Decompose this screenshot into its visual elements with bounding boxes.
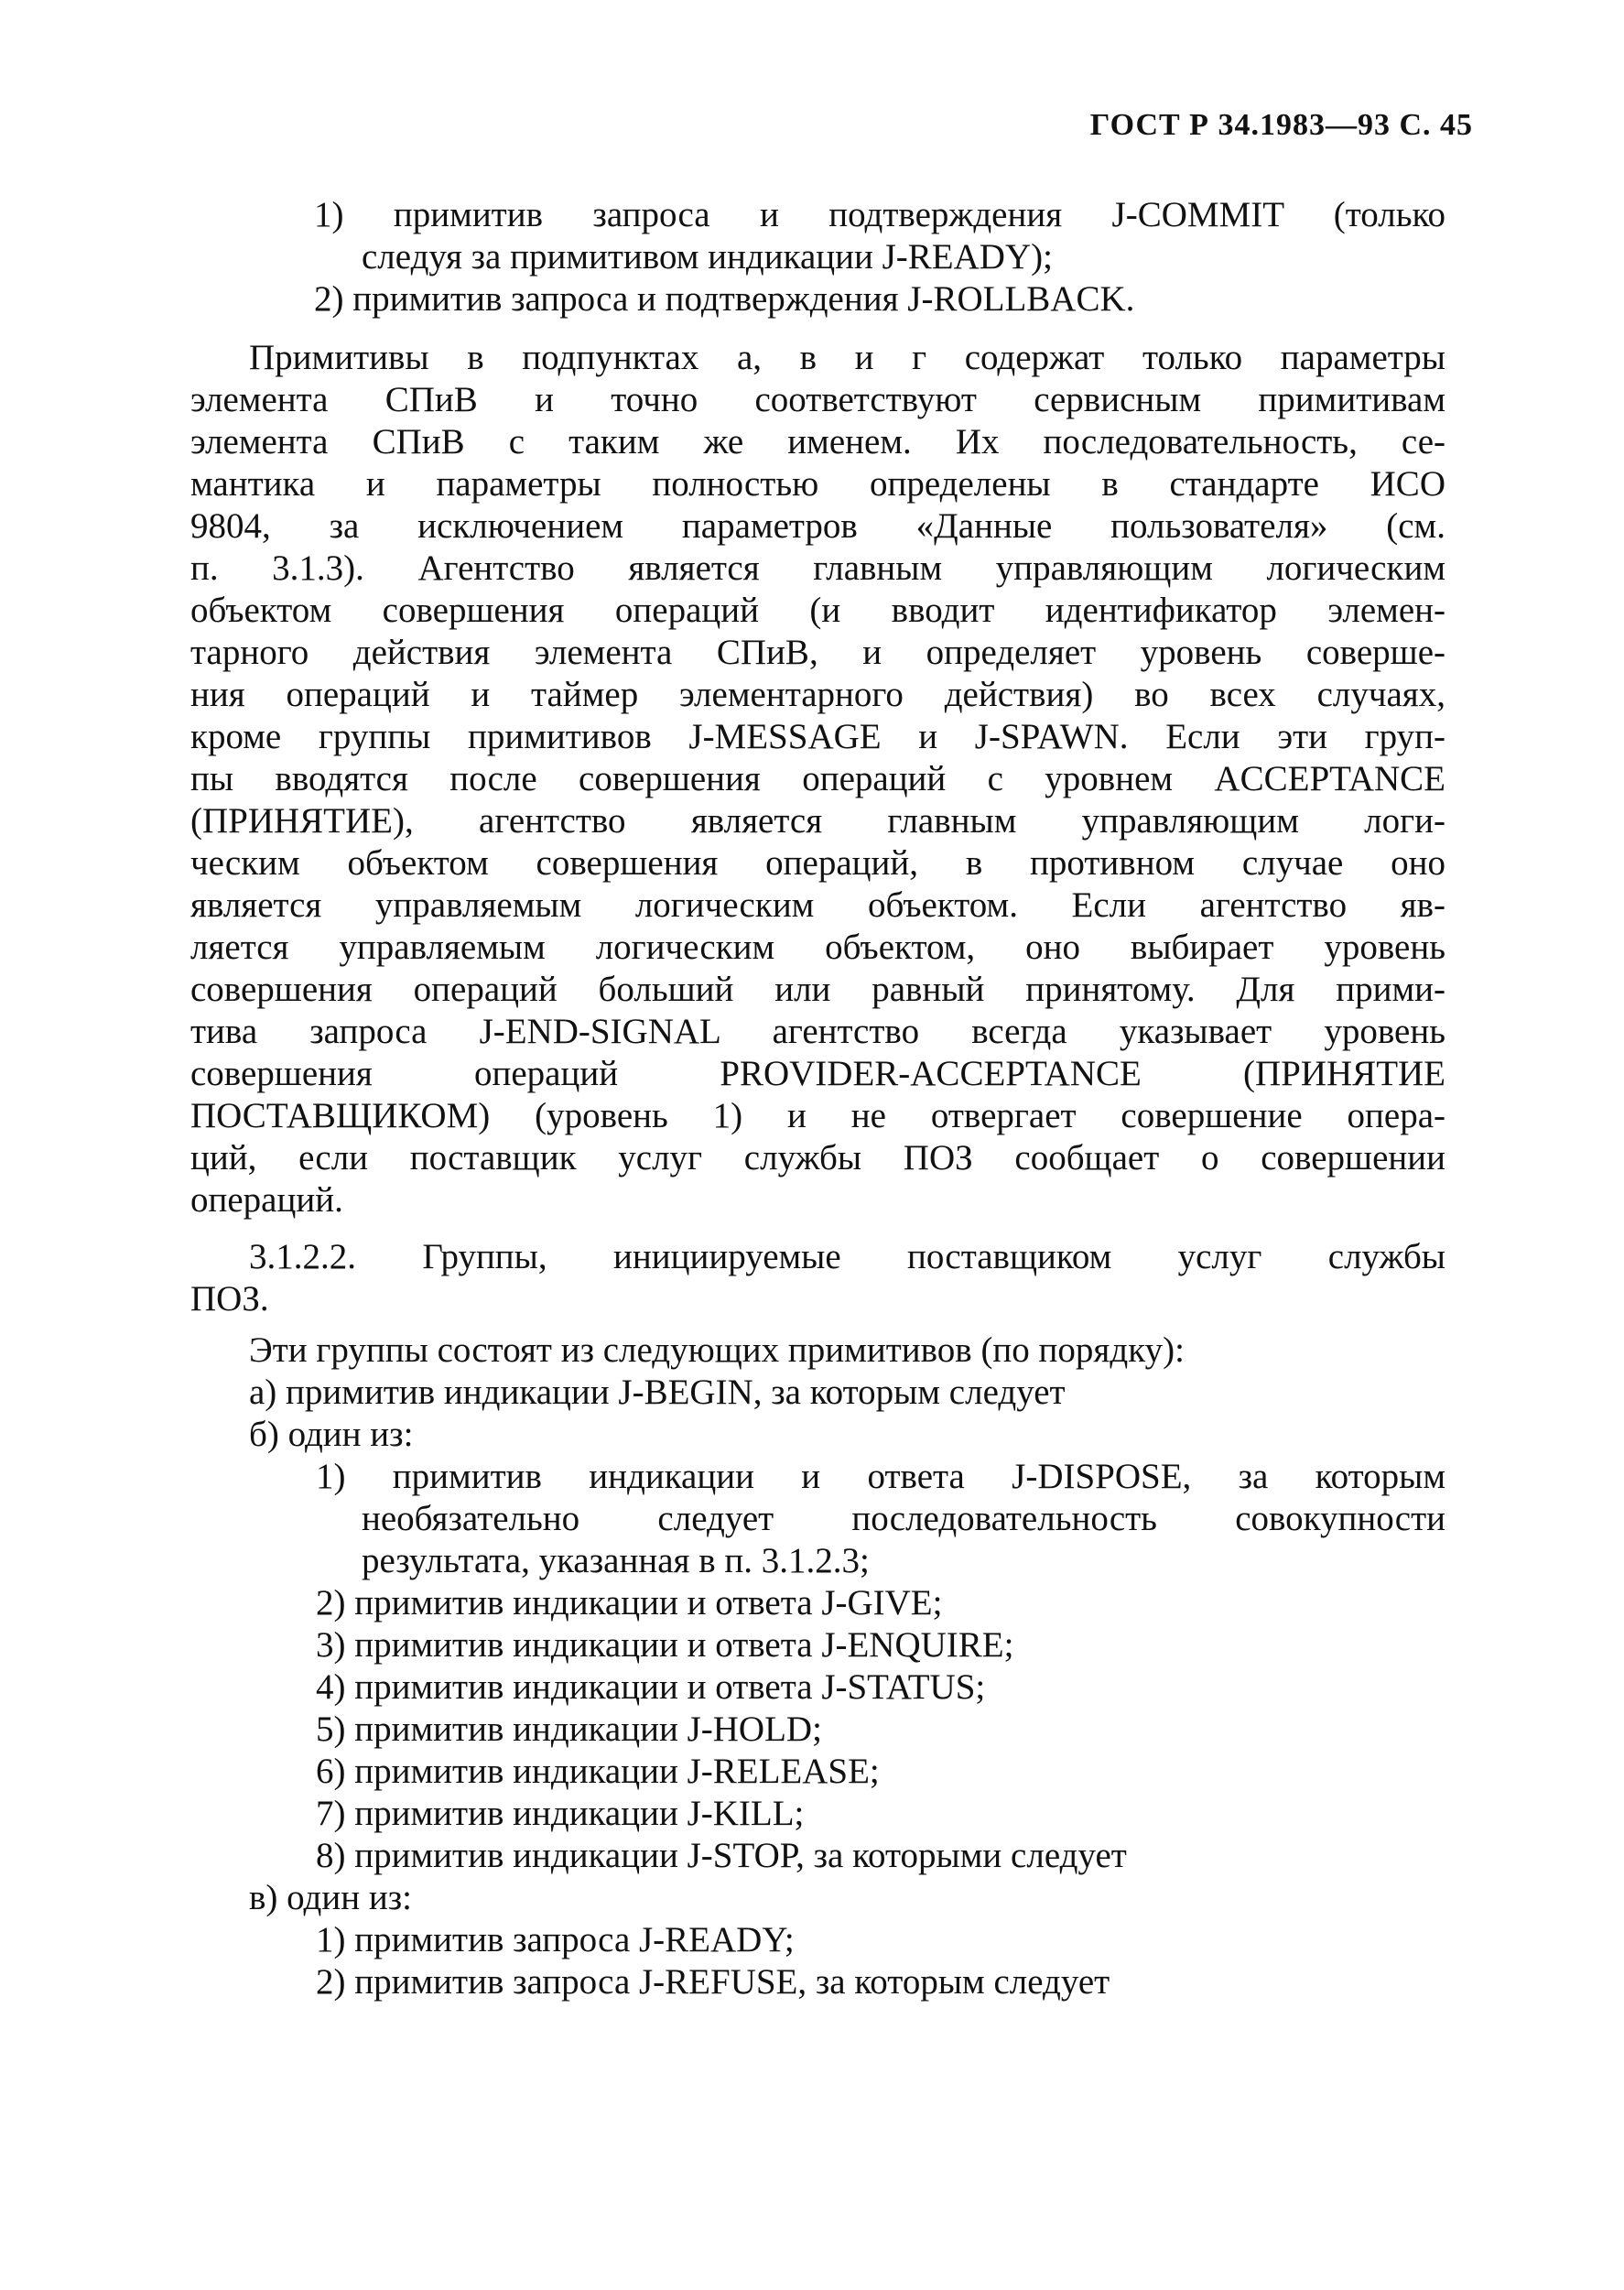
list-item: б) один из:: [249, 1415, 414, 1454]
section-heading: 3.1.2.2. Группы, инициируемые поставщиком услуг службы: [249, 1237, 1445, 1276]
page-header: ГОСТ Р 34.1983—93 С. 45: [1089, 108, 1473, 142]
text-line: тива запроса J-END-SIGNAL агентство всегда указывает уровень: [190, 1012, 1445, 1051]
list-item: 6) примитив индикации J-RELEASE;: [316, 1752, 880, 1791]
list-item: 1) примитив запроса J-READY;: [316, 1920, 795, 1959]
text-line: является управляемым логическим объектом. Если агентство яв-: [190, 885, 1445, 925]
text-line: результата, указанная в п. 3.1.2.3;: [362, 1541, 870, 1580]
list-item: 8) примитив индикации J-STOP, за которыми следует: [316, 1836, 1127, 1875]
text-line: Эти группы состоят из следующих примитивов (по порядку):: [249, 1330, 1185, 1370]
text-line: ческим объектом совершения операций, в противном случае оно: [190, 843, 1445, 883]
list-item: а) примитив индикации J-BEGIN, за которым следует: [249, 1373, 1066, 1412]
text-line: кроме группы примитивов J-MESSAGE и J-SPAWN. Если эти груп-: [190, 717, 1445, 756]
text-line: 9804, за исключением параметров «Данные пользователя» (см.: [190, 506, 1445, 546]
list-item: 7) примитив индикации J-KILL;: [316, 1794, 805, 1833]
text-line: операций.: [190, 1180, 343, 1220]
text-line: тарного действия элемента СПиВ, и определяет уровень соверше-: [190, 633, 1445, 672]
text-line: Примитивы в подпунктах а, в и г содержат только параметры: [249, 338, 1445, 377]
text-line: ПОСТАВЩИКОМ) (уровень 1) и не отвергает совершение опера-: [190, 1096, 1445, 1135]
list-item: 3) примитив индикации и ответа J-ENQUIRE;: [316, 1625, 1014, 1665]
text-line: ПОЗ.: [190, 1279, 269, 1319]
text-line: необязательно следует последовательность совокупности: [362, 1499, 1445, 1538]
text-line: ния операций и таймер элементарного действия) во всех случаях,: [190, 675, 1445, 714]
text-line: 1) примитив запроса и подтверждения J-COMMIT (только: [314, 195, 1445, 234]
list-item: 2) примитив запроса J-REFUSE, за которым следует: [316, 1962, 1110, 2002]
text-line: ляется управляемым логическим объектом, оно выбирает уровень: [190, 928, 1445, 967]
list-item: 4) примитив индикации и ответа J-STATUS;: [316, 1667, 986, 1707]
text-line: объектом совершения операций (и вводит идентификатор элемен-: [190, 591, 1445, 630]
text-line: ций, если поставщик услуг службы ПОЗ сообщает о совершении: [190, 1138, 1445, 1178]
list-item: 2) примитив индикации и ответа J-GIVE;: [316, 1583, 943, 1623]
text-line: элемента СПиВ с таким же именем. Их последовательность, се-: [190, 422, 1445, 461]
text-line: 2) примитив запроса и подтверждения J-ROLLBACK.: [314, 279, 1135, 319]
text-line: следуя за примитивом индикации J-READY);: [362, 237, 1053, 277]
text-line: совершения операций больший или равный принятому. Для прими-: [190, 970, 1445, 1009]
text-line: (ПРИНЯТИЕ), агентство является главным управляющим логи-: [190, 801, 1445, 841]
text-line: пы вводятся после совершения операций с уровнем ACCEPTANCE: [190, 759, 1445, 798]
text-line: элемента СПиВ и точно соответствуют сервисным примитивам: [190, 380, 1445, 419]
list-item: 1) примитив индикации и ответа J-DISPOSE, за которым: [316, 1457, 1445, 1496]
list-item: 5) примитив индикации J-HOLD;: [316, 1709, 822, 1749]
text-line: мантика и параметры полностью определены в стандарте ИСО: [190, 464, 1445, 504]
text-line: п. 3.1.3). Агентство является главным управляющим логическим: [190, 548, 1445, 588]
list-item: в) один из:: [249, 1878, 412, 1917]
text-line: совершения операций PROVIDER-ACCEPTANCE (ПРИНЯТИЕ: [190, 1054, 1445, 1093]
